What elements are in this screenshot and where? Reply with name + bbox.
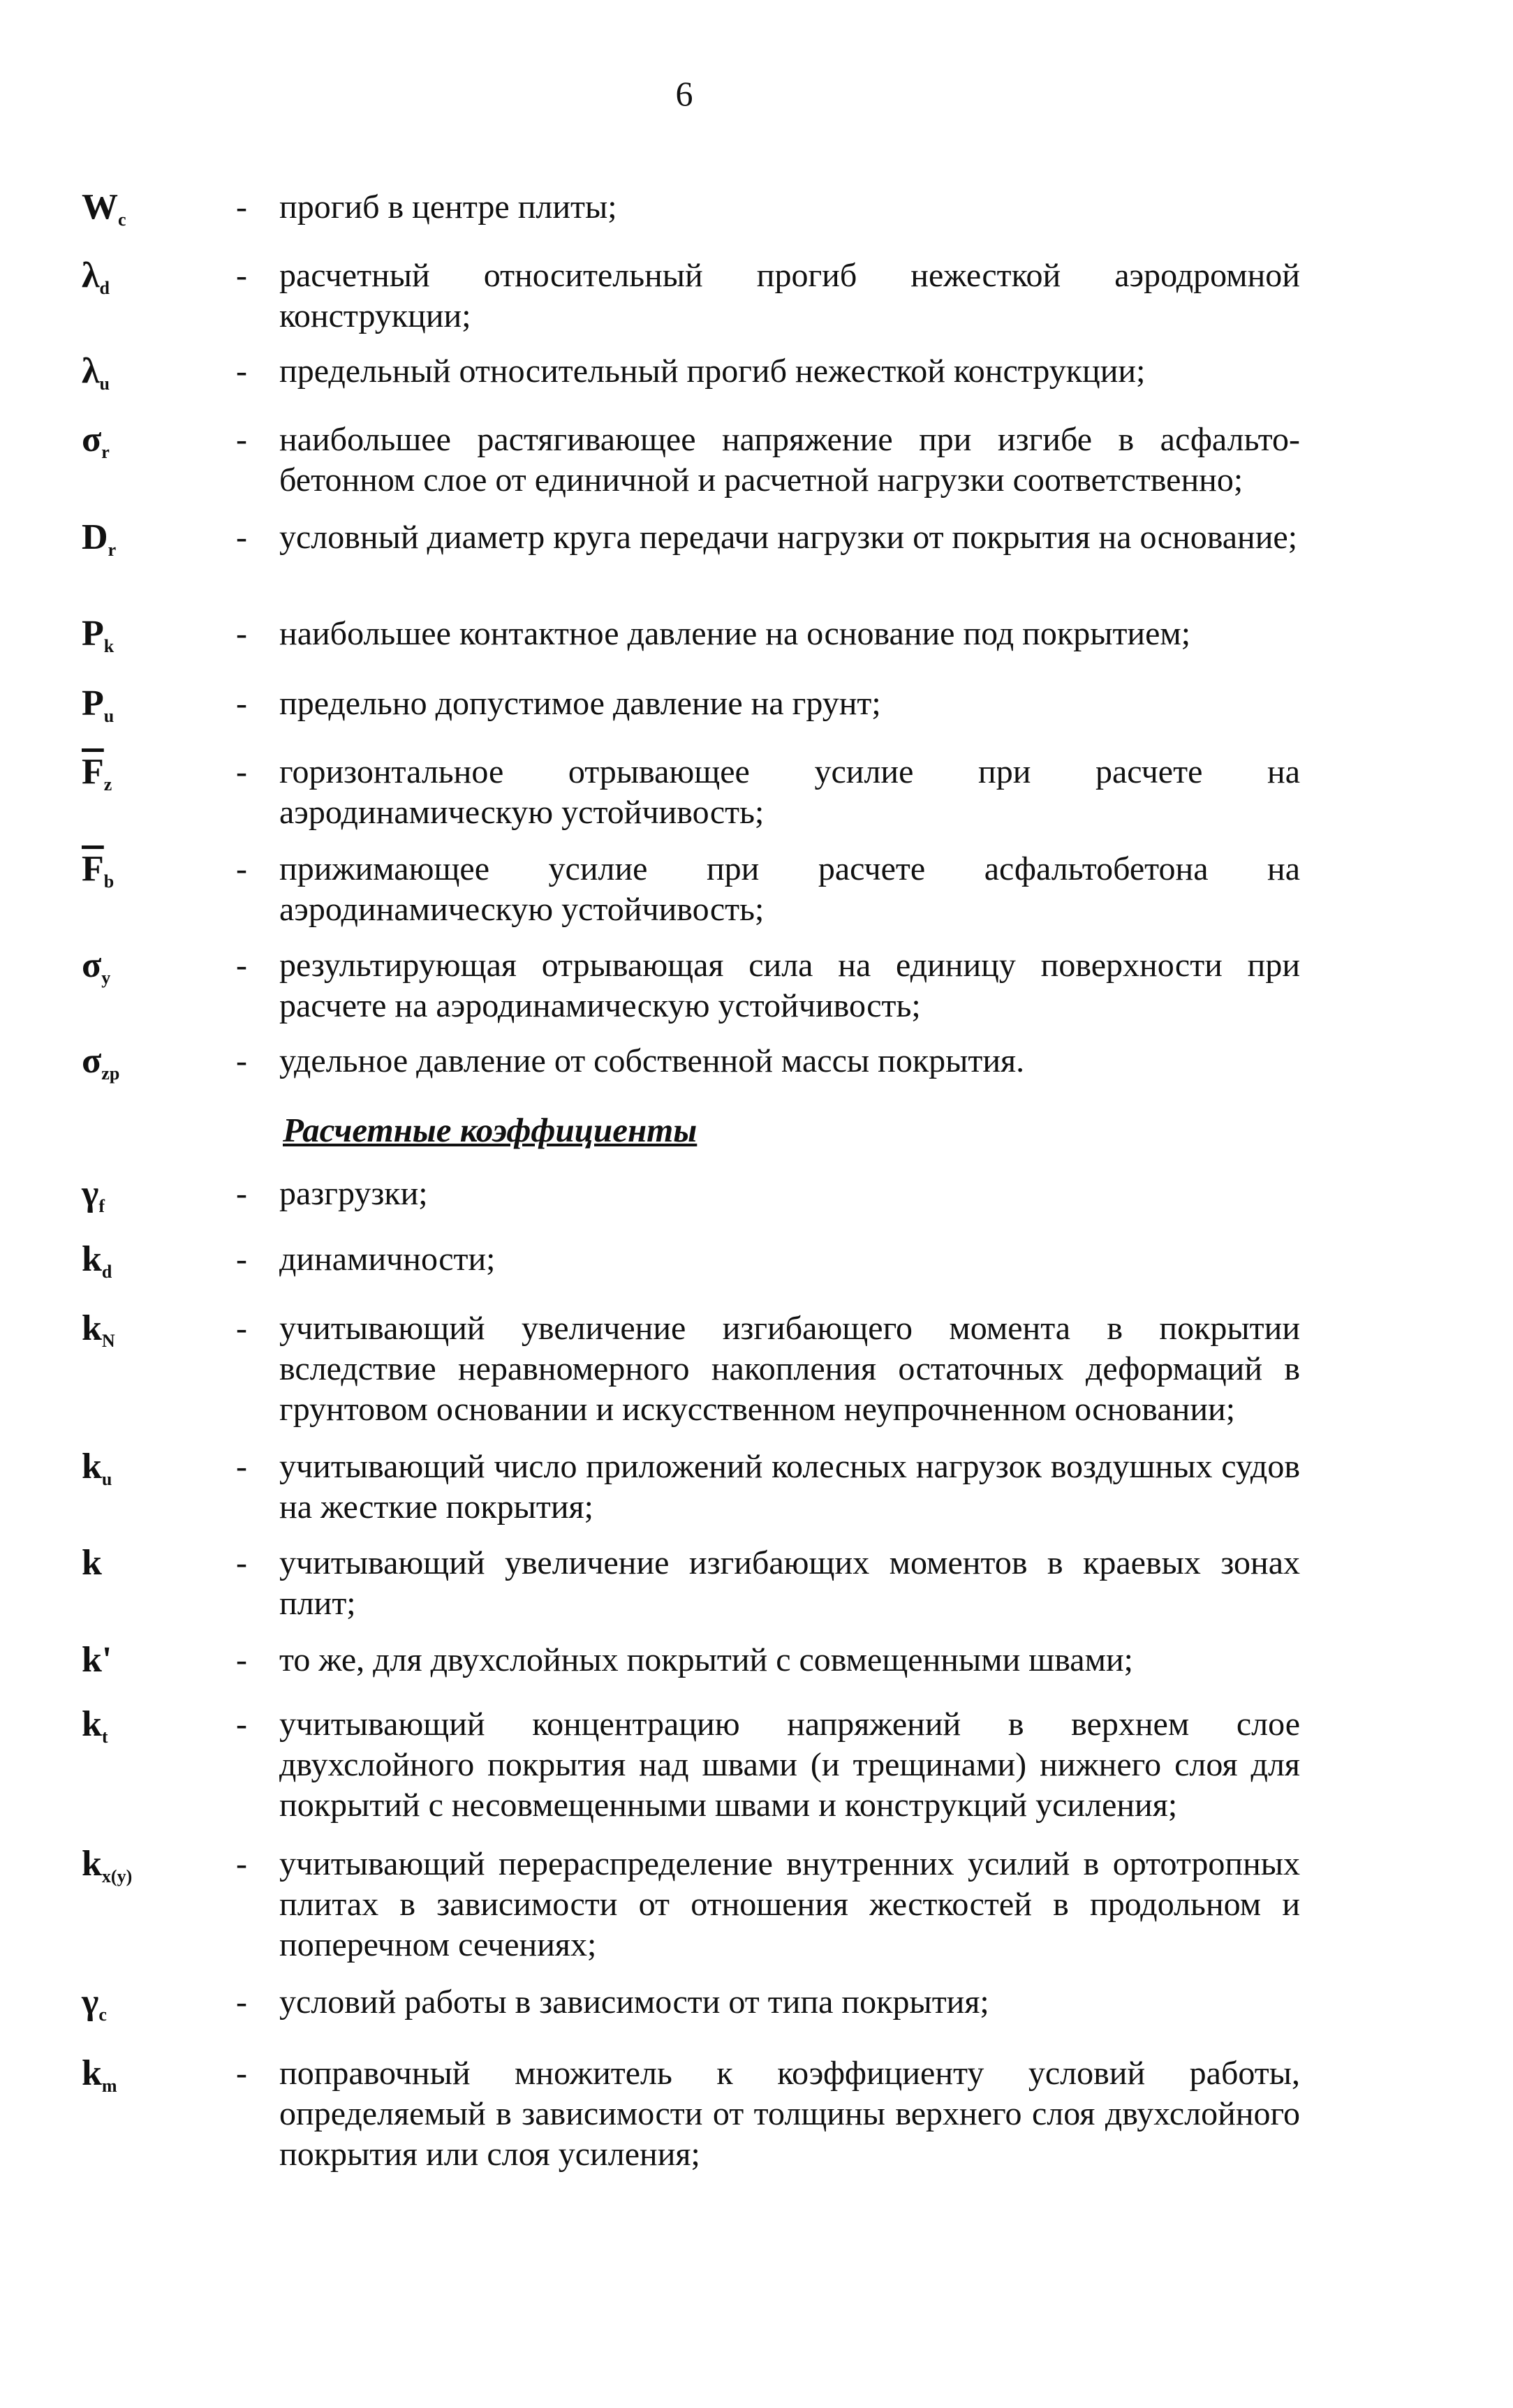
dash: - — [236, 1845, 247, 1882]
dash: - — [236, 2055, 247, 2092]
dash: - — [236, 947, 247, 984]
dash: - — [236, 519, 247, 556]
symbol: $P_u$ — [82, 684, 115, 726]
definition-text: наибольшее контактное давление на основание под покрытием; — [279, 615, 1191, 652]
dash: - — [236, 1042, 247, 1079]
symbol: $\sigma_{zp}$ — [82, 1041, 120, 1084]
symbol: $W_c$ — [82, 187, 126, 230]
definition-text: прогиб в центре плиты; — [279, 189, 617, 226]
symbol: $\gamma_c$ — [82, 1982, 107, 2025]
dash: - — [236, 189, 247, 226]
symbol: $P_k$ — [82, 614, 115, 656]
dash: - — [236, 753, 247, 790]
symbol: $\gamma_f$ — [82, 1174, 105, 1216]
definition-text: удельное давление от собственной массы покрытия. — [279, 1042, 1025, 1079]
symbol: k — [82, 1543, 102, 1583]
dash: - — [236, 1448, 247, 1485]
dash: - — [236, 1706, 247, 1743]
symbol: $D_r$ — [82, 517, 117, 560]
symbol: $\overline{F}_b$ — [82, 849, 115, 892]
coefficient-text: учитывающий перераспределение внутренних усилий в ортотропных плитах в зависимости от отношения жесткостей в продольном и поперечном сечениях; — [279, 1845, 1300, 1963]
symbol: $k_t$ — [82, 1704, 108, 1747]
coefficient-text: условий работы в зависимости от типа покрытия; — [279, 1984, 989, 2021]
symbol: $\overline{F}_z$ — [82, 752, 112, 795]
dash: - — [236, 1241, 247, 1278]
dash: - — [236, 1641, 247, 1678]
dash: - — [236, 615, 247, 652]
symbol: $k_u$ — [82, 1447, 112, 1489]
section-heading: Расчетные коэффициенты — [283, 1111, 698, 1149]
dash: - — [236, 1544, 247, 1581]
dash: - — [236, 353, 247, 390]
symbol: $k_{x(y)}$ — [82, 1844, 133, 1886]
dash: - — [236, 1984, 247, 2021]
definition-text: результирующая отрывающая сила на единицу поверхности при расчете на аэродинамическую устойчивость; — [279, 947, 1300, 1024]
coefficient-text: динамичности; — [279, 1241, 496, 1278]
dash: - — [236, 257, 247, 294]
page-number: 6 — [675, 74, 693, 113]
coefficient-text: учитывающий концентрацию напряжений в верхнем слое двухслойного покрытия над швами (и трещинами) нижнего слоя для покрытий с несовмещенными швами и конструкций усиления; — [279, 1706, 1300, 1824]
coefficient-text: учитывающий увеличение изгибающего момента в покрытии вследствие неравномерного накопления остаточных деформаций в грунтовом основании и искусственном неупрочненном основании; — [279, 1310, 1300, 1428]
dash: - — [236, 850, 247, 887]
definition-text: предельный относительный прогиб нежесткой конструкции; — [279, 353, 1146, 390]
dash: - — [236, 421, 247, 458]
dash: - — [236, 685, 247, 722]
definition-text: расчетный относительный прогиб нежесткой аэродромной конструкции; — [279, 257, 1300, 334]
coefficient-text: учитывающий число приложений колесных нагрузок воздушных судов на жесткие покрытия; — [279, 1448, 1300, 1526]
definition-text: наибольшее растягивающее напряжение при изгибе в асфальто-бетонном слое от единичной и расчетной нагрузки соответственно; — [279, 421, 1300, 498]
symbol: $\lambda_d$ — [82, 256, 110, 298]
definition-text: предельно допустимое давление на грунт; — [279, 685, 881, 722]
dash: - — [236, 1175, 247, 1212]
dash: - — [236, 1310, 247, 1347]
symbol: $k_m$ — [82, 2053, 117, 2096]
coefficient-text: разгрузки; — [279, 1175, 428, 1212]
coefficient-text: то же, для двухслойных покрытий с совмещенными швами; — [279, 1641, 1133, 1678]
coefficient-text: поправочный множитель к коэффициенту условий работы, определяемый в зависимости от толщины верхнего слоя двухслойного покрытия или слоя усиления; — [279, 2055, 1300, 2173]
symbol: k' — [82, 1640, 112, 1680]
definition-text: прижимающее усилие при расчете асфальтобетона на аэродинамическую устойчивость; — [279, 850, 1300, 928]
symbol: $\sigma_y$ — [82, 945, 111, 988]
definition-text: условный диаметр круга передачи нагрузки от покрытия на основание; — [279, 519, 1298, 556]
symbol: $\sigma_r$ — [82, 420, 110, 462]
coefficient-text: учитывающий увеличение изгибающих моментов в краевых зонах плит; — [279, 1544, 1300, 1622]
symbol: $k_N$ — [82, 1308, 115, 1351]
definition-text: горизонтальное отрывающее усилие при расчете на аэродинамическую устойчивость; — [279, 753, 1300, 831]
symbol: $k_d$ — [82, 1239, 112, 1282]
symbol: $\lambda_u$ — [82, 351, 110, 394]
